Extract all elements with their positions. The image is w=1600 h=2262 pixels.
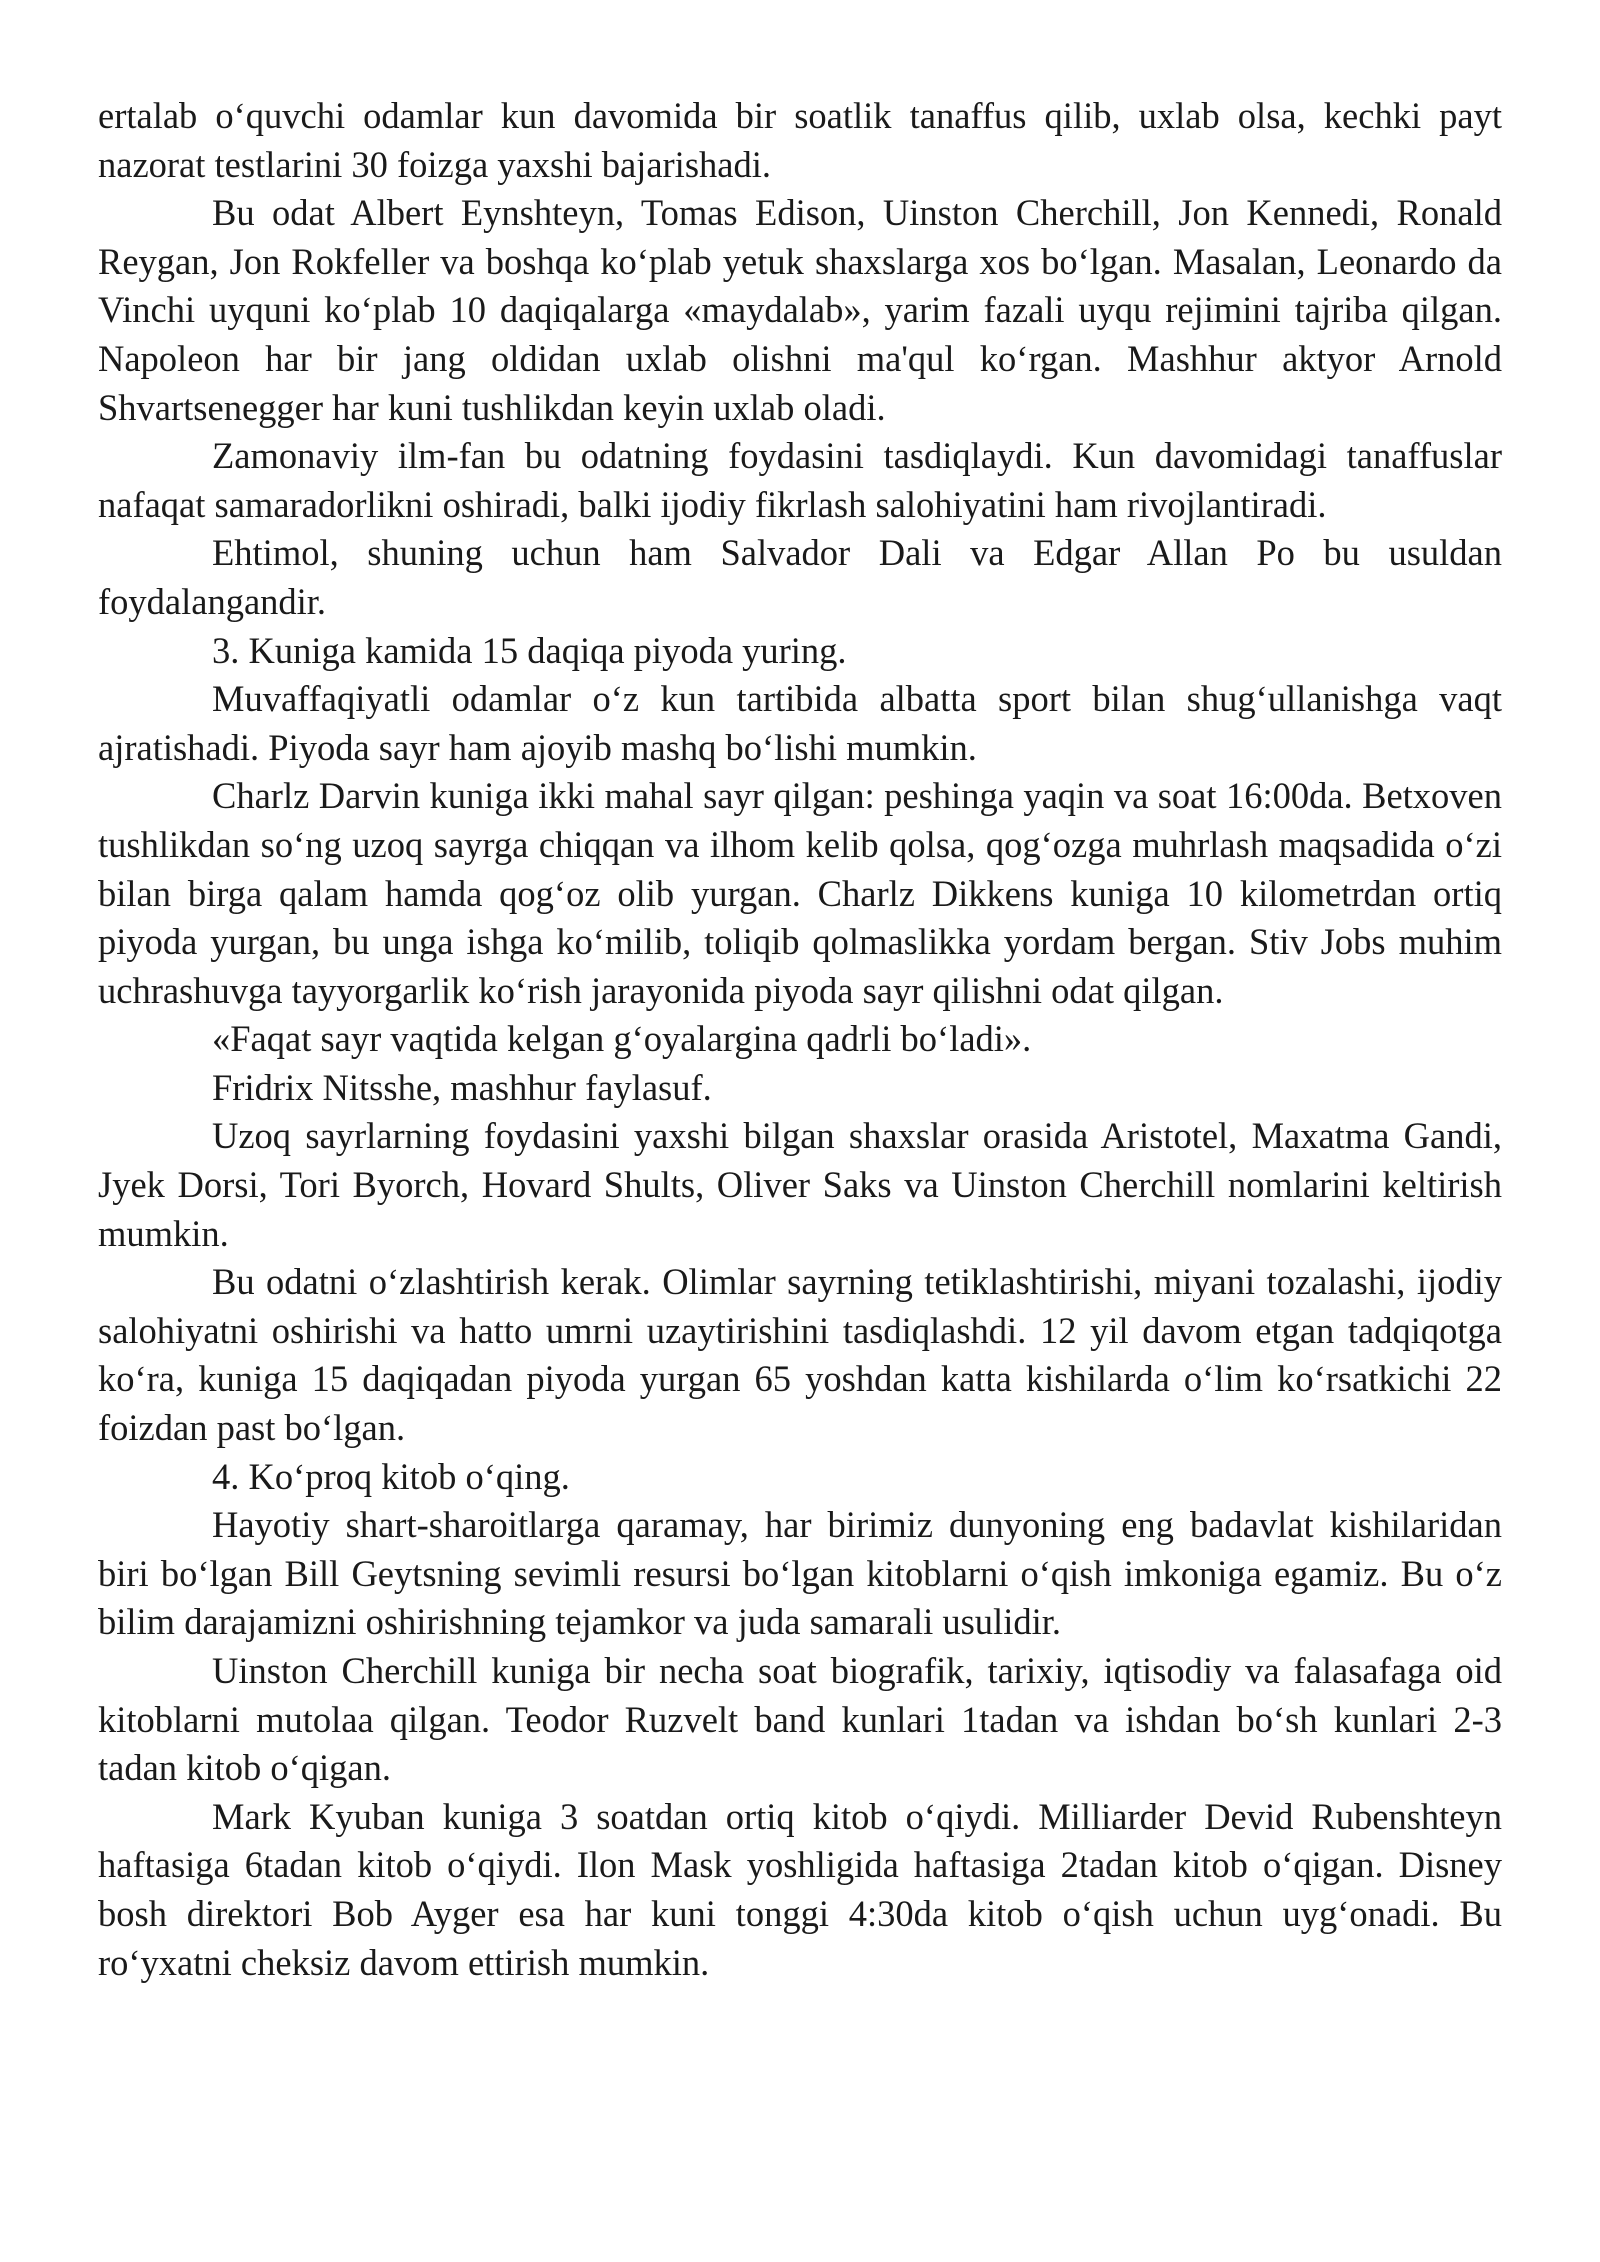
- paragraph-10: Uzoq sayrlarning foydasini yaxshi bilgan shaxslar orasida Aristotel, Maxatma Gandi, Jyek Dorsi, Tori Byorch, Hovard Shults, Oliver Saks va Uinston Cherchill nomlarini keltirish mumkin.: [98, 1115, 1502, 1254]
- quote: «Faqat sayr vaqtida kelgan g‘oyalargina qadrli bo‘ladi».: [212, 1018, 1032, 1060]
- document-page: [98, 92, 1502, 1987]
- paragraph-3: Zamonaviy ilm-fan bu odatning foydasini tasdiqlaydi. Kun davomidagi tanaffuslar nafaqat samaradorlikni oshiradi, balki ijodiy fikrlash salohiyatini ham rivojlantiradi.: [98, 435, 1502, 525]
- paragraph-15: Mark Kyuban kuniga 3 soatdan ortiq kitob o‘qiydi. Milliarder Devid Rubenshteyn haftasiga 6tadan kitob o‘qiydi. Ilon Mask yoshligida haftasiga 2tadan kitob o‘qigan. Disney bosh direktori Bob Ayger esa har kuni tonggi 4:30da kitob o‘qish uchun uyg‘onadi. Bu ro‘yxatni cheksiz davom ettirish mumkin.: [98, 1795, 1502, 1983]
- paragraph-2: Bu odat Albert Eynshteyn, Tomas Edison, Uinston Cherchill, Jon Kennedi, Ronald Reygan, Jon Rokfeller va boshqa ko‘plab yetuk shaxslarga xos bo‘lgan. Masalan, Leonardo da Vinchi uyquni ko‘plab 10 daqiqalarga «maydalab», yarim fazali uyqu rejimini tajriba qilgan. Napoleon har bir jang oldidan uxlab olishni ma'qul ko‘rgan. Mashhur aktyor Arnold Shvartsenegger har kuni tushlikdan keyin uxlab oladi.: [98, 192, 1502, 428]
- paragraph-6: Muvaffaqiyatli odamlar o‘z kun tartibida albatta sport bilan shug‘ullanishga vaqt ajratishadi. Piyoda sayr ham ajoyib mashq bo‘lishi mumkin.: [98, 678, 1502, 768]
- paragraph-7: Charlz Darvin kuniga ikki mahal sayr qilgan: peshinga yaqin va soat 16:00da. Betxoven tushlikdan so‘ng uzoq sayrga chiqqan va ilhom kelib qolsa, qog‘ozga muhrlash maqsadida o‘zi bilan birga qalam hamda qog‘oz olib yurgan. Charlz Dikkens kuniga 10 kilometrdan ortiq piyoda yurgan, bu unga ishga ko‘milib, toliqib qolmaslikka yordam bergan. Stiv Jobs muhim uchrashuvga tayyorgarlik ko‘rish jarayonida piyoda sayr qilishni odat qilgan.: [98, 775, 1502, 1011]
- paragraph-4: Ehtimol, shuning uchun ham Salvador Dali va Edgar Allan Po bu usuldan foydalangandir.: [98, 532, 1502, 622]
- paragraph-11: Bu odatni o‘zlashtirish kerak. Olimlar sayrning tetiklashtirishi, miyani tozalashi, ijodiy salohiyatni oshirishi va hatto umrni uzaytirishini tasdiqlashdi. 12 yil davom etgan tadqiqotga ko‘ra, kuniga 15 daqiqadan piyoda yurgan 65 yoshdan katta kishilarda o‘lim ko‘rsatkichi 22 foizdan past bo‘lgan.: [98, 1261, 1502, 1449]
- quote-attribution: Fridrix Nitsshe, mashhur faylasuf.: [212, 1066, 712, 1108]
- paragraph-14: Uinston Cherchill kuniga bir necha soat biografik, tarixiy, iqtisodiy va falasafaga oid kitoblarni mutolaa qilgan. Teodor Ruzvelt band kunlari 1tadan va ishdan bo‘sh kunlari 2-3 tadan kitob o‘qigan.: [98, 1650, 1502, 1789]
- section-heading-3: 3. Kuniga kamida 15 daqiqa piyoda yuring.: [212, 629, 847, 671]
- paragraph-13: Hayotiy shart-sharoitlarga qaramay, har birimiz dunyoning eng badavlat kishilaridan biri bo‘lgan Bill Geytsning sevimli resursi bo‘lgan kitoblarni o‘qish imkoniga egamiz. Bu o‘z bilim darajamizni oshirishning tejamkor va juda samarali usulidir.: [98, 1504, 1502, 1643]
- paragraph-1: ertalab o‘quvchi odamlar kun davomida bir soatlik tanaffus qilib, uxlab olsa, kechki payt nazorat testlarini 30 foizga yaxshi bajarishadi.: [98, 95, 1502, 185]
- section-heading-4: 4. Ko‘proq kitob o‘qing.: [212, 1455, 570, 1497]
